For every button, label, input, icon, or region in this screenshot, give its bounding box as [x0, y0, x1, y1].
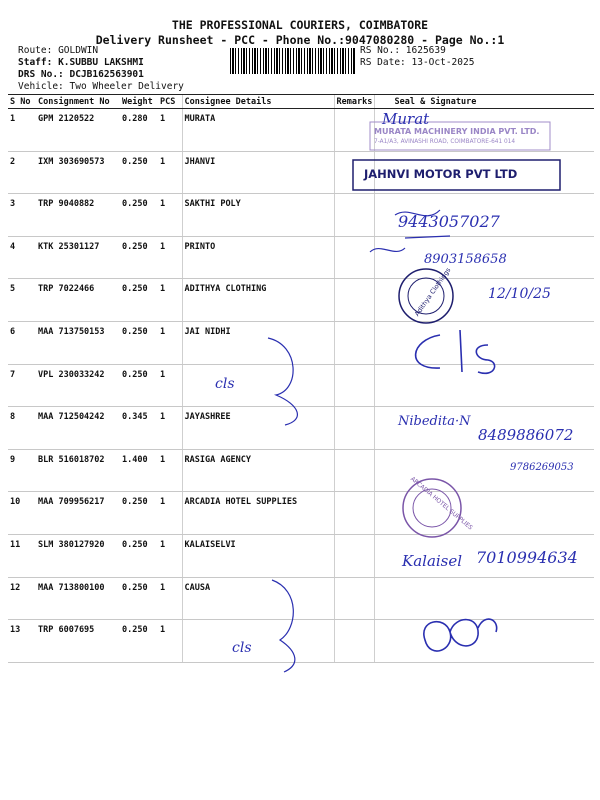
cell-consignee: SAKTHI POLY [182, 194, 334, 237]
sig-row6 [416, 330, 495, 373]
arcadia-stamp-text: ARCADIA HOTEL SUPPLIES [408, 475, 474, 532]
cell-weight: 0.345 [120, 407, 158, 450]
cell-consignment: SLM 380127920 [36, 534, 120, 577]
cell-sno: 13 [8, 620, 36, 663]
cell-consignee: JAYASHREE [182, 407, 334, 450]
sig-row1: Murat [382, 110, 430, 128]
cell-weight: 0.250 [120, 492, 158, 535]
sig-row7-mark: cls [215, 376, 235, 392]
runsheet-subtitle: Delivery Runsheet - PCC - Phone No.:9047080280 - Page No.:1 [95, 33, 505, 47]
sig-row4-mark [370, 248, 405, 252]
col-remarks: Remarks [334, 95, 374, 109]
rs-date-label: RS Date: [360, 57, 406, 68]
cell-pcs: 1 [158, 321, 182, 364]
jahnvi-stamp-text: JAHNVI MOTOR PVT LTD [364, 167, 518, 181]
cell-consignment: MAA 713750153 [36, 321, 120, 364]
cell-consignee: ADITHYA CLOTHING [182, 279, 334, 322]
cell-pcs: 1 [158, 279, 182, 322]
cell-sno: 2 [8, 151, 36, 194]
rs-no-value: 1625639 [405, 45, 446, 56]
cell-sno: 7 [8, 364, 36, 407]
col-consignment: Consignment No [36, 95, 120, 109]
sig-row5-date: 12/10/25 [488, 286, 551, 302]
squiggle-row6 [268, 338, 297, 425]
cell-consignment: IXM 303690573 [36, 151, 120, 194]
cell-pcs: 1 [158, 109, 182, 152]
cell-pcs: 1 [158, 449, 182, 492]
vehicle-value: Two Wheeler Delivery [69, 81, 184, 92]
sig-row13-mark: cls [232, 640, 252, 656]
cell-consignee: RASIGA AGENCY [182, 449, 334, 492]
rs-date-value: 13-Oct-2025 [411, 57, 475, 68]
cell-weight: 0.250 [120, 279, 158, 322]
squiggle-row12 [272, 580, 295, 672]
cell-consignee: ARCADIA HOTEL SUPPLIES [182, 492, 334, 535]
cell-pcs: 1 [158, 151, 182, 194]
vehicle-label: Vehicle: [18, 81, 64, 92]
sig-row11-phone: 7010994634 [476, 548, 578, 567]
col-seal: Seal & Signature [374, 95, 594, 109]
cell-weight: 0.250 [120, 194, 158, 237]
cell-consignee: KALAISELVI [182, 534, 334, 577]
staff-value: K.SUBBU LAKSHMI [58, 57, 144, 68]
route-value: GOLDWIN [58, 45, 99, 56]
col-sno: S No [8, 95, 36, 109]
cell-weight: 0.250 [120, 151, 158, 194]
adithya-stamp-text: Adithya Clothings [412, 266, 453, 318]
cell-consignment: BLR 516018702 [36, 449, 120, 492]
route-label: Route: [18, 45, 53, 56]
cell-sno: 11 [8, 534, 36, 577]
cell-weight: 0.250 [120, 620, 158, 663]
cell-sno: 3 [8, 194, 36, 237]
col-weight: Weight [120, 95, 158, 109]
cell-weight: 0.250 [120, 236, 158, 279]
cell-consignment: KTK 25301127 [36, 236, 120, 279]
cell-pcs: 1 [158, 577, 182, 620]
cell-consignment: VPL 230033242 [36, 364, 120, 407]
cell-pcs: 1 [158, 364, 182, 407]
staff-label: Staff: [18, 57, 53, 68]
sig-row13 [424, 619, 497, 651]
col-pcs: PCS [158, 95, 182, 109]
sig-row8-phone: 8489886072 [478, 426, 574, 444]
cell-weight: 0.250 [120, 534, 158, 577]
cell-consignment: MAA 709956217 [36, 492, 120, 535]
cell-consignee: MURATA [182, 109, 334, 152]
cell-consignment: TRP 6007695 [36, 620, 120, 663]
cell-pcs: 1 [158, 534, 182, 577]
cell-consignee: CAUSA [182, 577, 334, 620]
cell-consignment: TRP 9040882 [36, 194, 120, 237]
rs-no-label: RS No.: [360, 45, 401, 56]
cell-pcs: 1 [158, 194, 182, 237]
cell-weight: 1.400 [120, 449, 158, 492]
company-title: THE PROFESSIONAL COURIERS, COIMBATORE [171, 18, 429, 32]
cell-consignment: TRP 7022466 [36, 279, 120, 322]
sig-row11-name: Kalaisel [402, 552, 463, 570]
cell-consignee: JAI NIDHI [182, 321, 334, 364]
cell-pcs: 1 [158, 236, 182, 279]
murata-stamp-line2: 7-A1/A3, AVINASHI ROAD, COIMBATORE-641 014 [374, 139, 516, 145]
cell-consignment: MAA 712504242 [36, 407, 120, 450]
cell-weight: 0.250 [120, 321, 158, 364]
sig-row9-phone: 9786269053 [510, 462, 574, 473]
cell-sno: 12 [8, 577, 36, 620]
sig-row8-name: Nibedita·N [398, 414, 471, 429]
cell-consignment: MAA 713800100 [36, 577, 120, 620]
cell-sno: 8 [8, 407, 36, 450]
cell-pcs: 1 [158, 407, 182, 450]
cell-weight: 0.250 [120, 577, 158, 620]
col-consignee: Consignee Details [182, 95, 334, 109]
cell-sno: 6 [8, 321, 36, 364]
cell-pcs: 1 [158, 620, 182, 663]
cell-consignee: JHANVI [182, 151, 334, 194]
cell-sno: 9 [8, 449, 36, 492]
drs-value: DCJB162563901 [69, 69, 144, 80]
cell-pcs: 1 [158, 492, 182, 535]
cell-consignee: PRINTO [182, 236, 334, 279]
cell-weight: 0.280 [120, 109, 158, 152]
cell-sno: 1 [8, 109, 36, 152]
cell-sno: 4 [8, 236, 36, 279]
sig-row4-phone: 8903158658 [424, 252, 507, 267]
cell-sno: 10 [8, 492, 36, 535]
cell-weight: 0.250 [120, 364, 158, 407]
drs-label: DRS No.: [18, 69, 64, 80]
murata-stamp-line1: MURATA MACHINERY INDIA PVT. LTD. [374, 127, 540, 136]
cell-consignment: GPM 2120522 [36, 109, 120, 152]
cell-sno: 5 [8, 279, 36, 322]
sig-row3-phone: 9443057027 [398, 212, 500, 231]
